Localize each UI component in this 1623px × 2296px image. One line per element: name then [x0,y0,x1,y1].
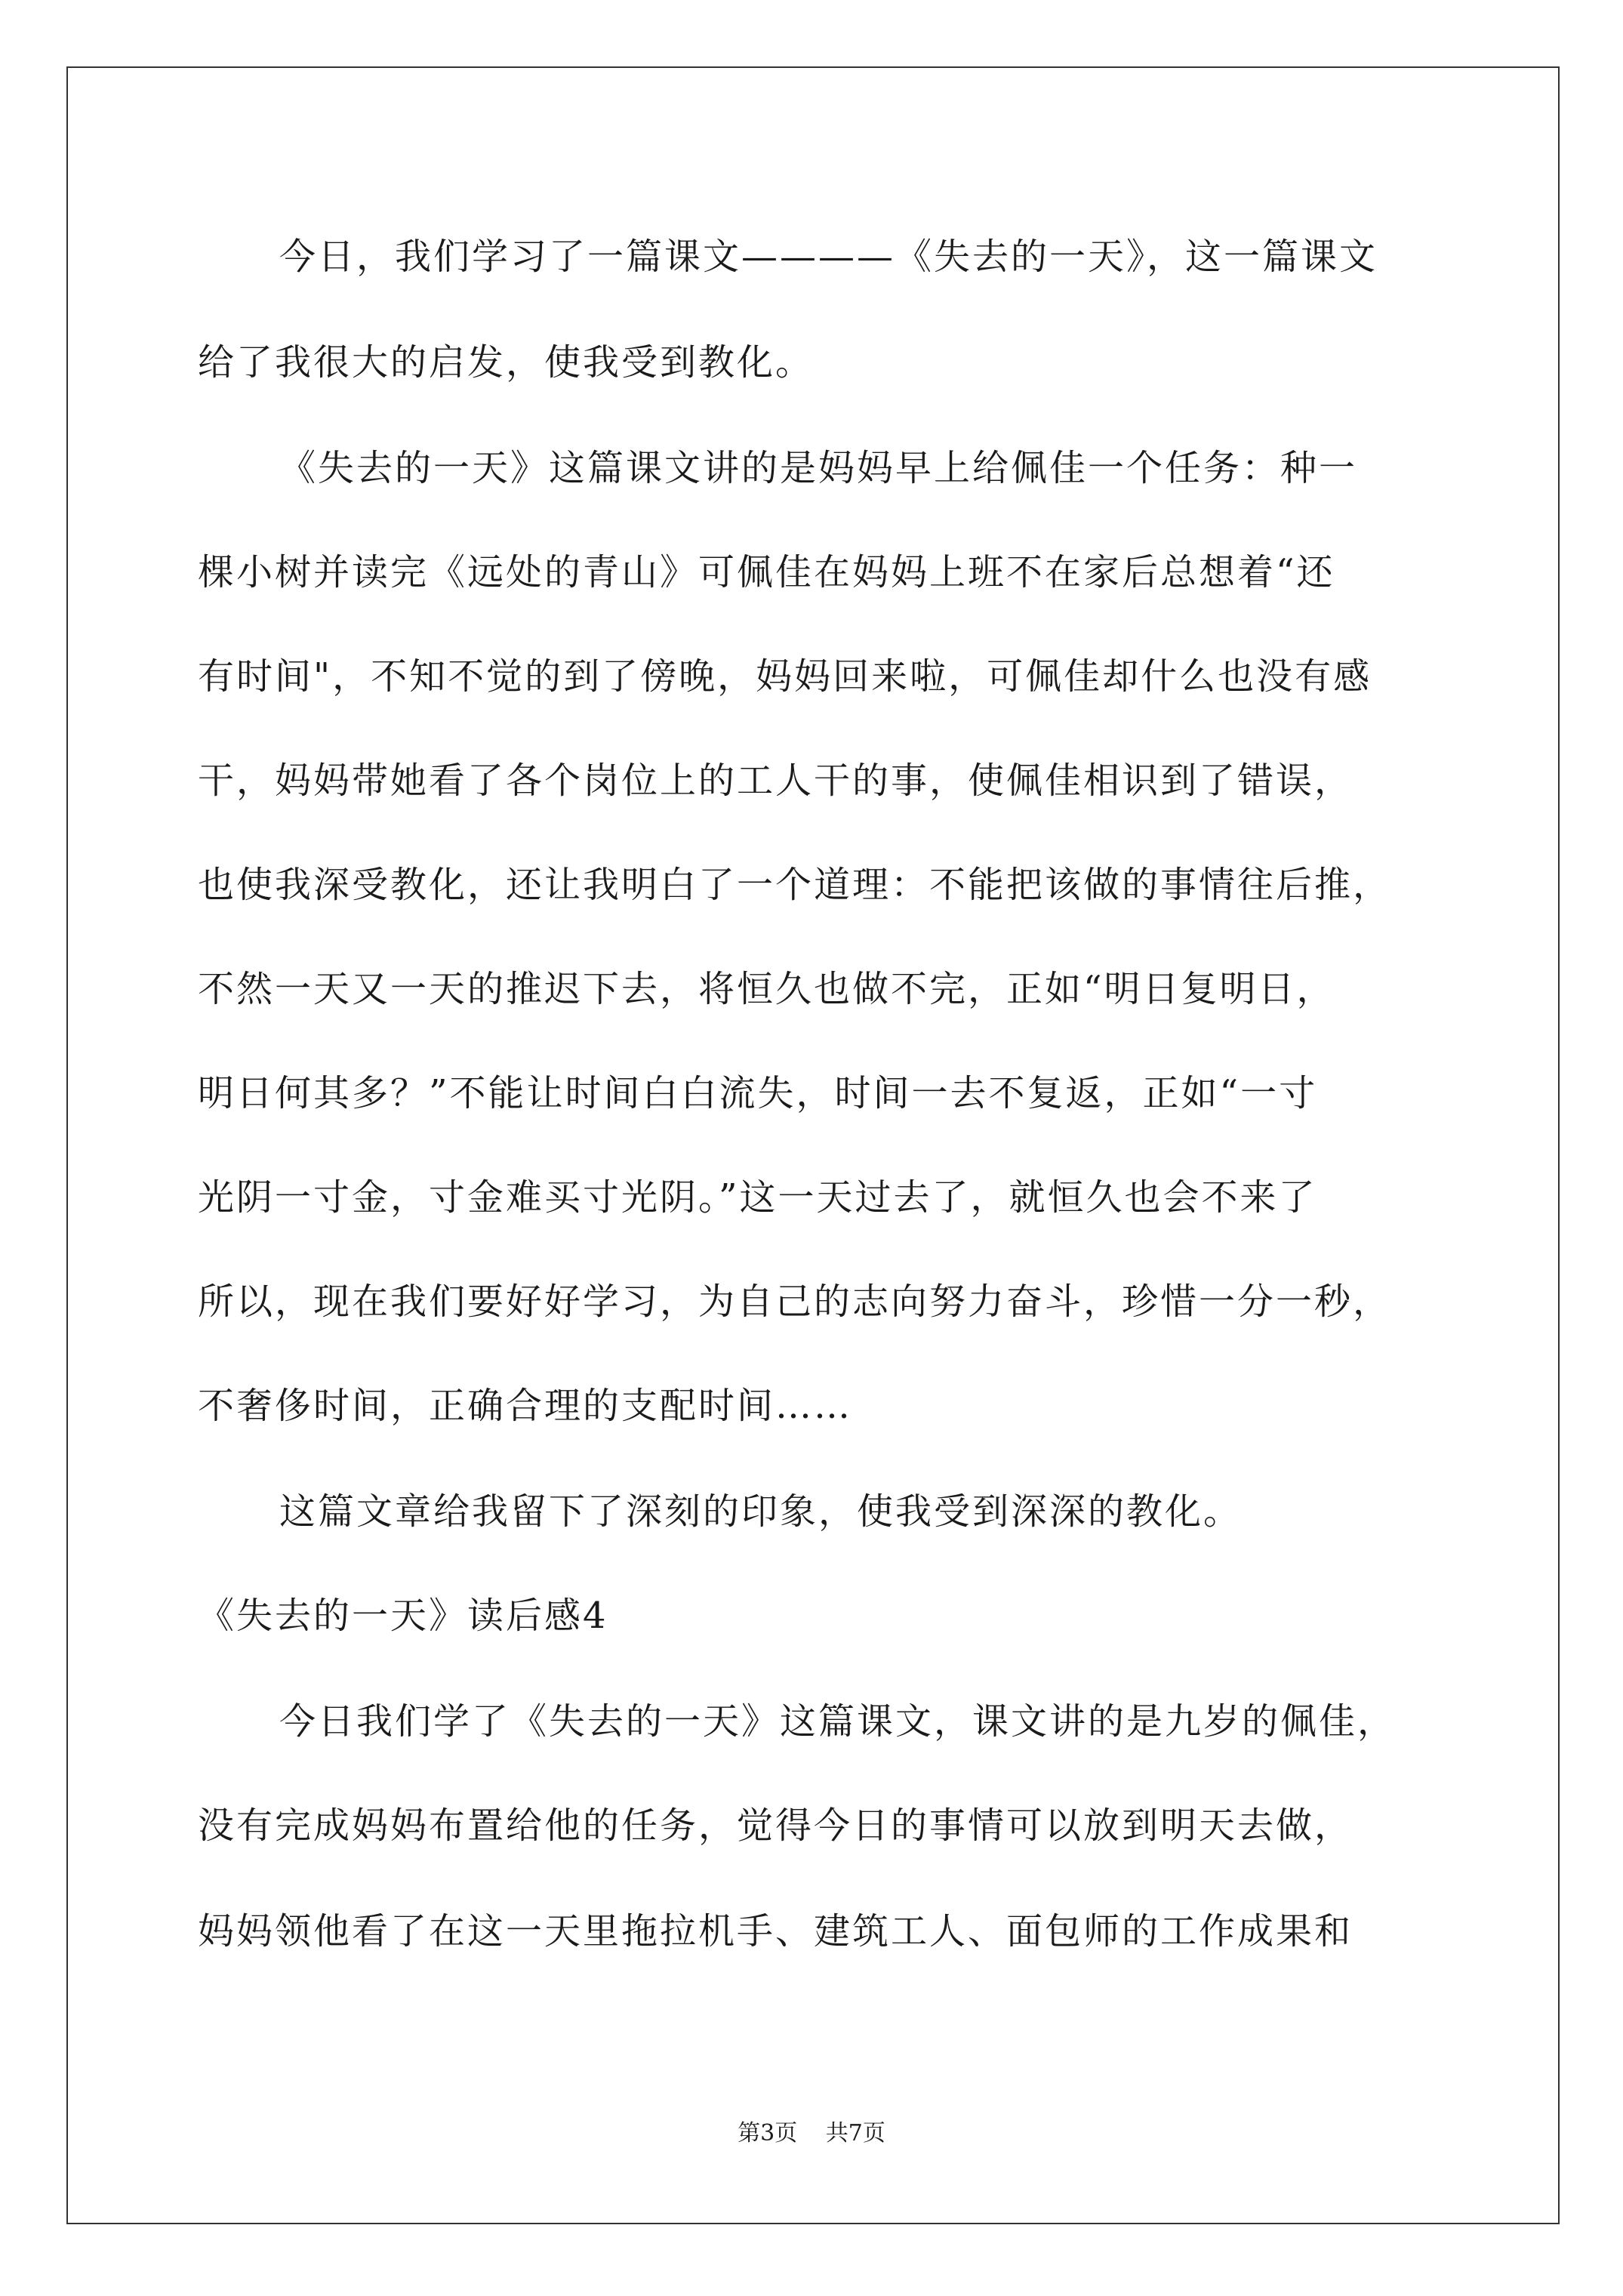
paragraph-line: 明日何其多？”不能让时间白白流失，时间一去不复返，正如“一寸 [198,1072,1318,1114]
paragraph-line: 《失去的一天》这篇课文讲的是妈妈早上给佩佳一个任务：种一 [279,447,1358,489]
page-number-current: 第3页 [738,2120,798,2147]
paragraph-line: 妈妈领他看了在这一天里拖拉机手、建筑工人、面包师的工作成果和 [198,1910,1354,1952]
paragraph-line: 这篇文章给我留下了深刻的印象，使我受到深深的教化。 [279,1490,1243,1533]
paragraph-line: 今日我们学了《失去的一天》这篇课文，课文讲的是九岁的佩佳， [279,1700,1397,1743]
page-footer [0,2119,1623,2149]
paragraph-line: 干，妈妈带她看了各个岗位上的工人干的事，使佩佳相识到了错误， [198,760,1354,802]
section-heading: 《失去的一天》读后感4 [198,1595,608,1637]
paragraph-line: 给了我很大的启发，使我受到教化。 [198,341,815,384]
paragraph-line: 不奢侈时间，正确合理的支配时间…… [198,1385,853,1427]
paragraph-line: 也使我深受教化，还让我明白了一个道理：不能把该做的事情往后推， [198,864,1392,906]
paragraph-line: 有时间"，不知不觉的到了傍晚，妈妈回来啦，可佩佳却什么也没有感 [198,655,1372,698]
page-border [66,66,1560,2224]
page-number-total: 共7页 [825,2120,885,2147]
paragraph-line: 光阴一寸金，寸金难买寸光阴。”这一天过去了，就恒久也会不来了 [198,1176,1317,1219]
paragraph-line: 今日，我们学习了一篇课文————《失去的一天》，这一篇课文 [279,236,1378,278]
paragraph-line: 不然一天又一天的推迟下去，将恒久也做不完，正如“明日复明日， [198,968,1335,1010]
paragraph-line: 没有完成妈妈布置给他的任务，觉得今日的事情可以放到明天去做， [198,1804,1354,1847]
paragraph-line: 所以，现在我们要好好学习，为自己的志向努力奋斗，珍惜一分一秒， [198,1281,1392,1323]
paragraph-line: 棵小树并读完《远处的青山》可佩佳在妈妈上班不在家后总想着“还 [198,551,1335,593]
